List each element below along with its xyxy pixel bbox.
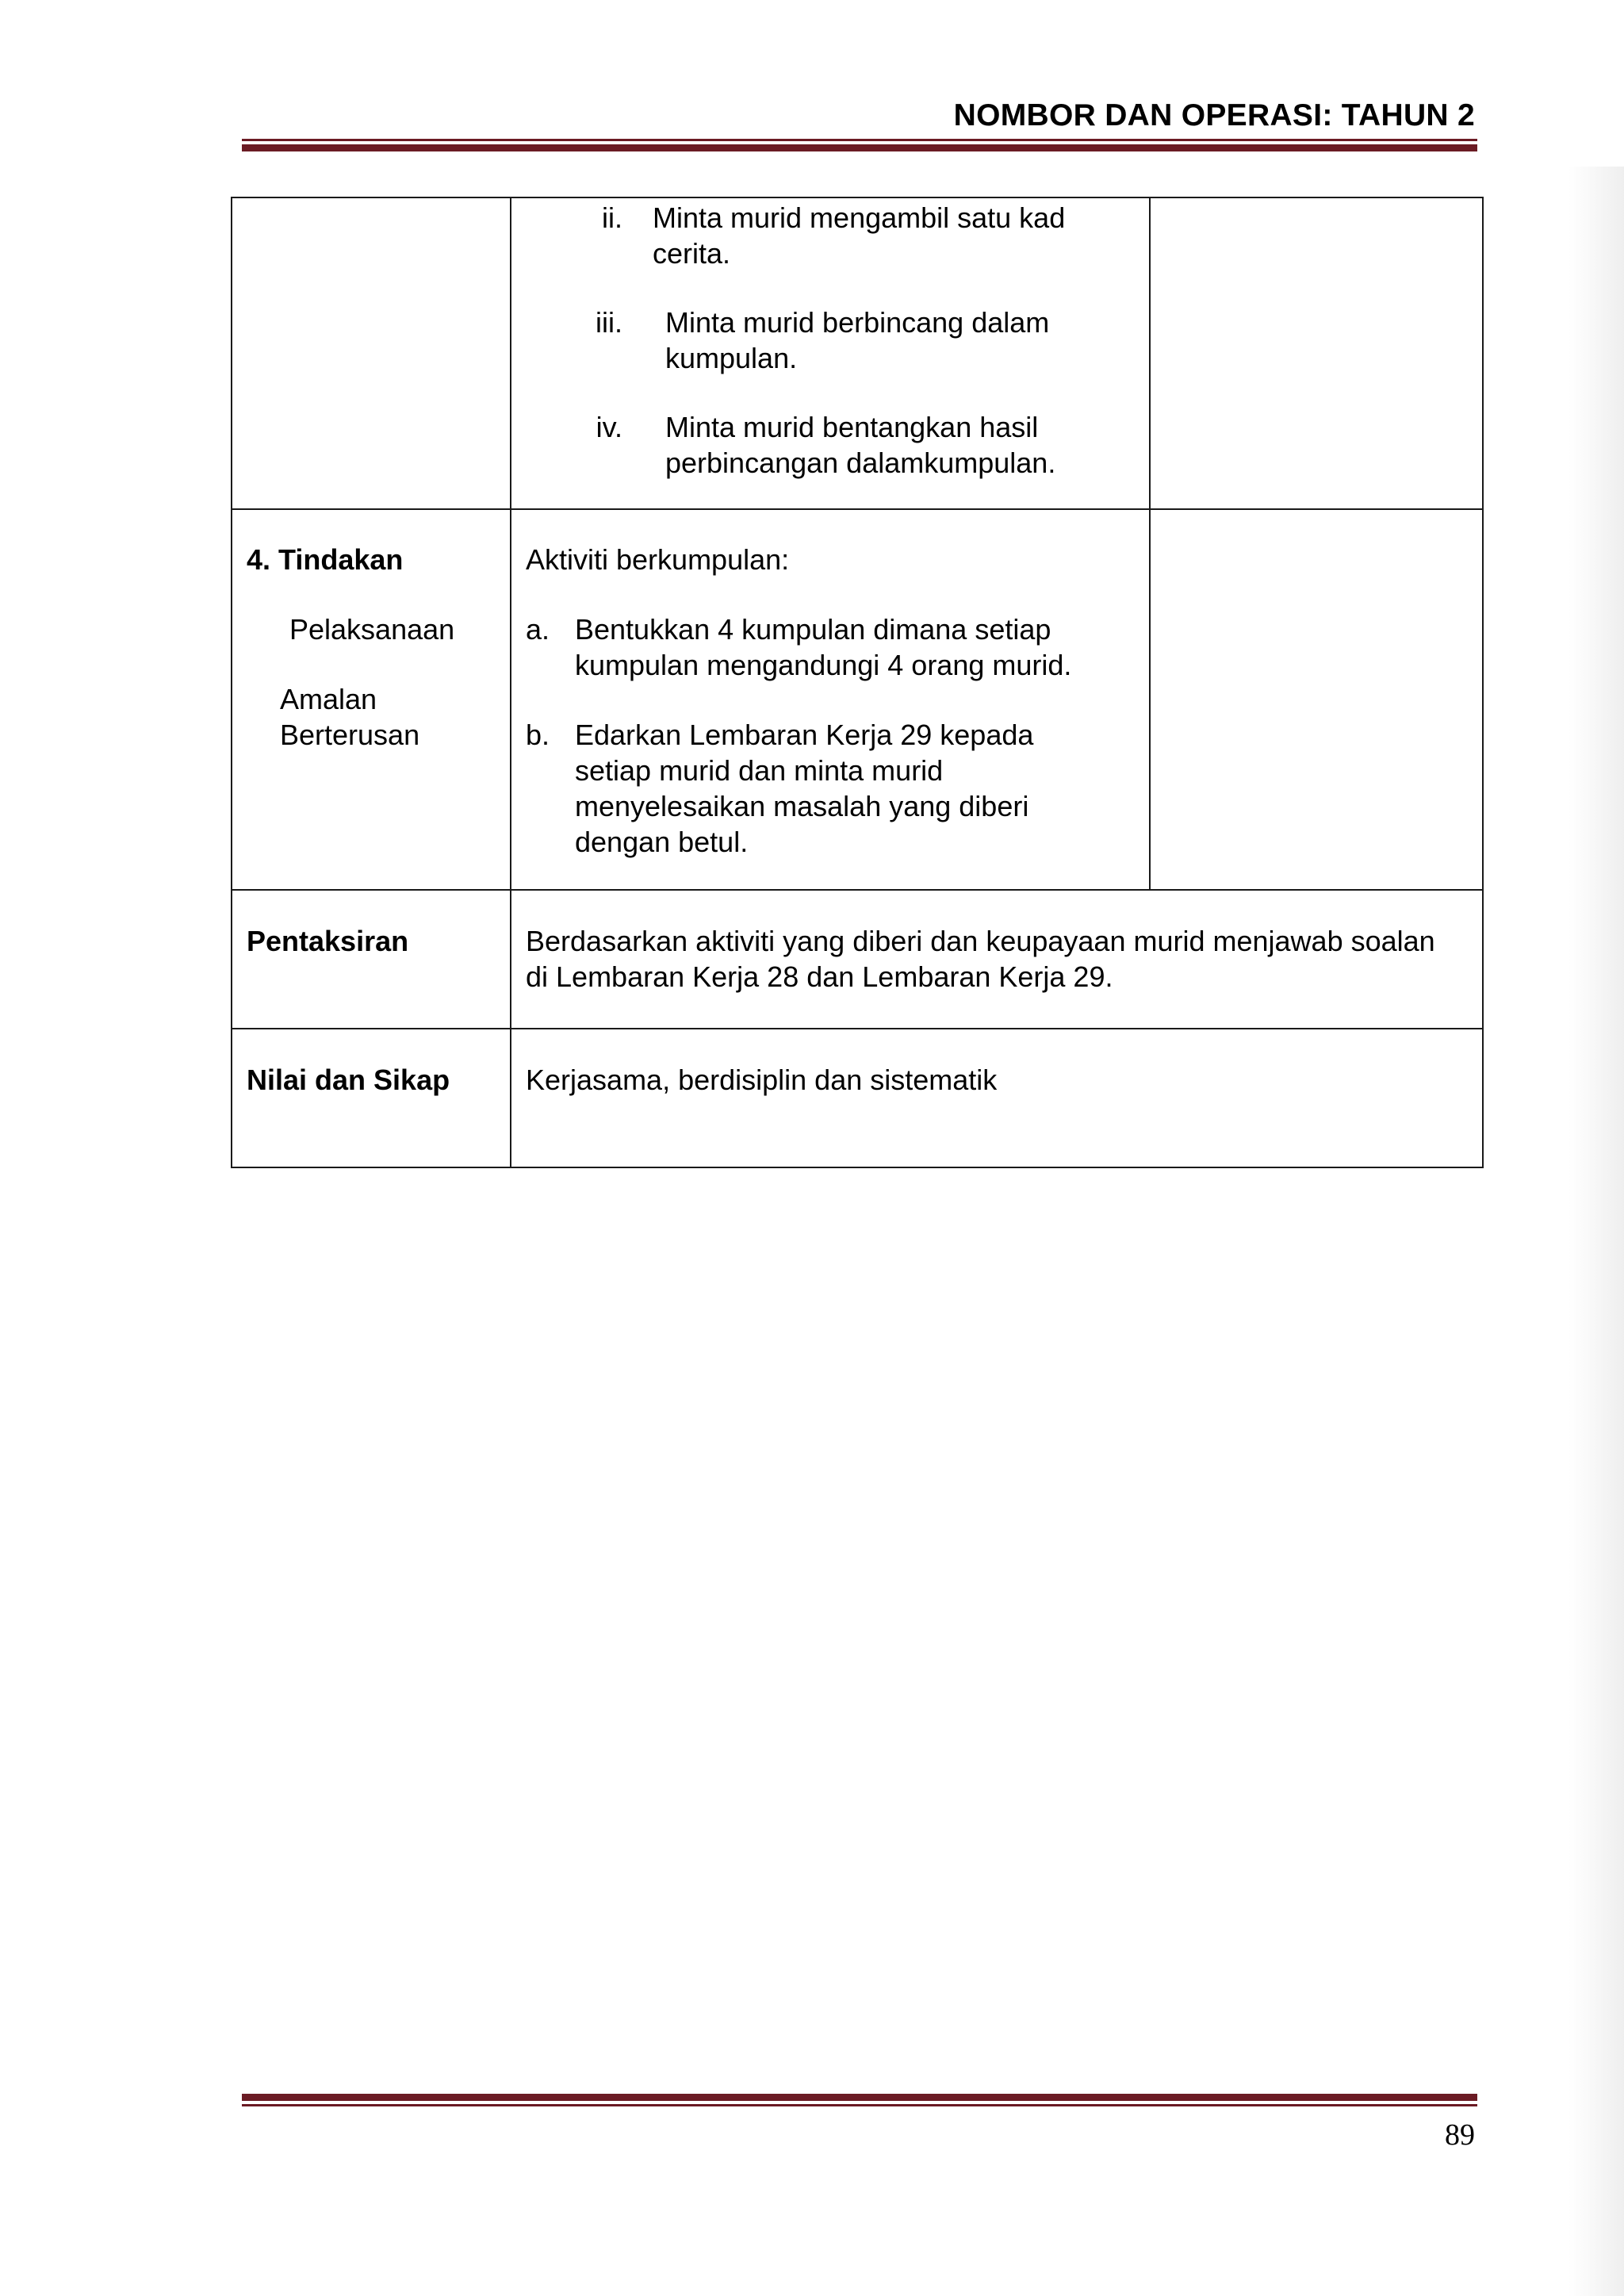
table-row [232, 890, 1483, 1029]
page-header-title: NOMBOR DAN OPERASI: TAHUN 2 [953, 98, 1475, 132]
activity-item-text: Bentukkan 4 kumpulan dimana setiap kumpulan mengandungi 4 orang murid. [575, 613, 1072, 681]
row2-activity-cell [511, 509, 1150, 890]
step-item-ii [511, 200, 1136, 271]
sub-label-pelaksanaan: Pelaksanaan [289, 613, 455, 646]
sub-label-berterusan: Berterusan [280, 719, 420, 751]
page-number: 89 [1445, 2118, 1475, 2152]
activity-item [526, 717, 1136, 860]
step-text: Minta murid berbincang dalam kumpulan. [665, 306, 1050, 374]
table-row [232, 197, 1483, 509]
assessment-label: Pentaksiran [247, 925, 409, 957]
row1-steps-cell [511, 197, 1150, 509]
activity-intro: Aktiviti berkumpulan: [526, 543, 790, 576]
page-edge-shadow [1568, 167, 1624, 2296]
table-row [232, 1029, 1483, 1167]
step-text: Minta murid mengambil satu kad cerita. [653, 201, 1066, 270]
header-divider [242, 139, 1477, 151]
table-row [232, 509, 1483, 890]
step-item-iv [511, 409, 1136, 481]
section-heading: 4. Tindakan [247, 543, 404, 576]
activity-item-text: Edarkan Lembaran Kerja 29 kepada setiap murid dan minta murid menyelesaikan masalah yang diberi dengan betul. [575, 719, 1034, 858]
lesson-plan-table [231, 197, 1484, 1168]
activity-item-letter: a. [526, 613, 550, 646]
step-number: ii. [602, 201, 622, 234]
step-item-iii [511, 305, 1136, 376]
values-text: Kerjasama, berdisiplin dan sistematik [526, 1064, 998, 1096]
assessment-text: Berdasarkan aktiviti yang diberi dan keupayaan murid menjawab soalan di Lembaran Kerja 28 dan Lembaran Kerja 29. [526, 925, 1435, 993]
row3-text-cell [511, 890, 1483, 1029]
row4-text-cell [511, 1029, 1483, 1167]
step-text: Minta murid bentangkan hasil perbincangan dalamkumpulan. [665, 411, 1056, 479]
activity-item [526, 611, 1136, 683]
row2-label-cell [232, 509, 511, 890]
row4-label-cell [232, 1029, 511, 1167]
step-number: iv. [596, 411, 622, 443]
sub-label-amalan: Amalan [280, 683, 377, 715]
footer-divider [242, 2094, 1477, 2106]
activity-item-letter: b. [526, 719, 550, 751]
values-label: Nilai dan Sikap [247, 1064, 450, 1096]
row2-notes-cell [1150, 509, 1483, 890]
row1-label-cell [232, 197, 511, 509]
row3-label-cell [232, 890, 511, 1029]
step-number: iii. [596, 306, 622, 339]
row1-notes-cell [1150, 197, 1483, 509]
